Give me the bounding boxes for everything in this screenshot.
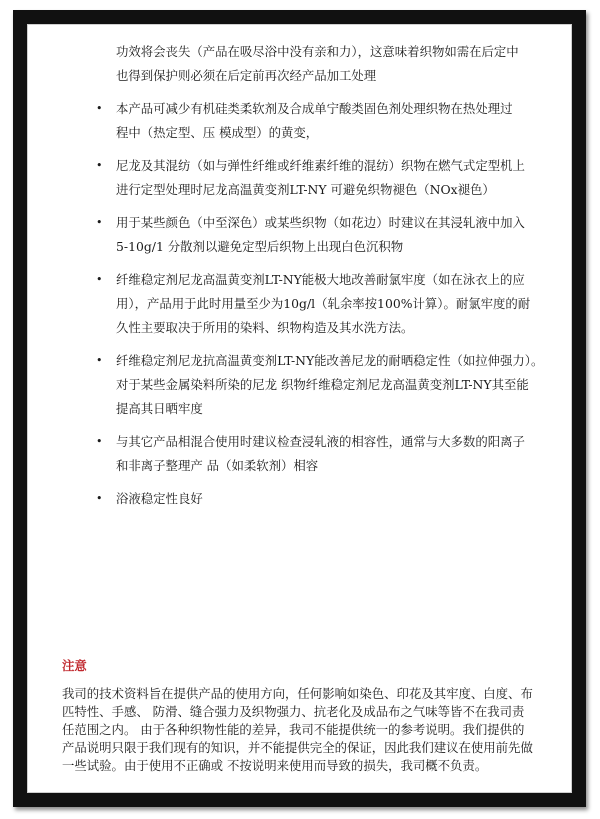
notice-line: 我司的技术资料旨在提供产品的使用方向，任何影响如染色、印花及其牢度、白度、布 [62,686,533,701]
list-item-line: 本产品可减少有机硅类柔软剂及合成单宁酸类固色剂处理织物在热处理过 [116,101,513,116]
bullet-icon: • [96,354,103,367]
notice-line: 匹特性、手感、 防滑、缝合强力及织物强力、抗老化及成品布之气味等皆不在我司责 [62,704,525,719]
notice-line: 产品说明只限于我们现有的知识，并不能提供完全的保证，因此我们建议在使用前先做 [62,740,533,755]
bullet-icon: • [96,273,103,286]
list-item-line: 久性主要取决于所用的染料、织物构造及其水洗方法。 [116,320,414,335]
notice-line: 一些试验。由于使用不正确或 不按说明来使用而导致的损失，我司概不负责。 [62,758,488,773]
bullet-icon: • [96,435,103,448]
list-item-line: 纤维稳定剂尼龙抗高温黄变剂LT-NY能改善尼龙的耐晒稳定性（如拉伸强力）。 [116,353,544,368]
notice-line: 任范围之内。 由于各种织物性能的差异，我司不能提供统一的参考说明。我们提供的 [62,722,525,737]
list-item-line: 提高其日晒牢度 [116,401,203,416]
continuation-line: 功效将会丧失（产品在吸尽浴中没有亲和力），这意味着织物如需在后定中 [116,44,519,59]
continuation-line: 也得到保护则必须在后定前再次经产品加工处理 [116,68,377,83]
list-item-line: 程中（热定型、压 模成型）的黄变， [116,125,319,140]
list-item [94,154,554,202]
bullet-icon: • [96,492,103,505]
bullet-icon: • [96,216,103,229]
list-item-line: 与其它产品相混合使用时建议检查浸轧液的相容性，通常与大多数的阳离子 [116,434,525,449]
list-item-line: 浴液稳定性良好 [116,491,203,506]
list-item [94,430,554,478]
bullet-icon: • [96,159,103,172]
list-item-line: 和非离子整理产 品（如柔软剂）相容 [116,458,319,473]
list-item [94,211,554,259]
list-item-line: 纤维稳定剂尼龙高温黄变剂LT-NY能极大地改善耐氯牢度（如在泳衣上的应 [116,272,525,287]
list-item-line: 对于某些金属染料所染的尼龙 织物纤维稳定剂尼龙高温黄变剂LT-NY其至能 [116,377,529,392]
list-item [94,487,554,511]
notice-section [62,656,552,775]
list-item-line: 用于某些颜色（中至深色）或某些织物（如花边）时建议在其浸轧液中加入 [116,215,525,230]
list-item [94,97,554,145]
list-item [94,268,554,340]
list-item-line: 进行定型处理时尼龙高温黄变剂LT-NY 可避免织物褪色（NOx褪色） [116,182,495,197]
feature-list [94,97,554,511]
list-item [94,349,554,421]
notice-title: 注意 [62,658,87,673]
list-item-line: 尼龙及其混纺（如与弹性纤维或纤维素纤维的混纺）织物在燃气式定型机上 [116,158,525,173]
notice-body [62,685,552,775]
bullet-icon: • [96,102,103,115]
list-item-line: 用），产品用于此时用量至少为10g/l（轧余率按100%计算）。耐氯牢度的耐 [116,296,531,311]
list-item-line: 5-10g/1 分散剂以避免定型后织物上出现白色沉积物 [116,239,404,254]
document-content [94,40,554,511]
